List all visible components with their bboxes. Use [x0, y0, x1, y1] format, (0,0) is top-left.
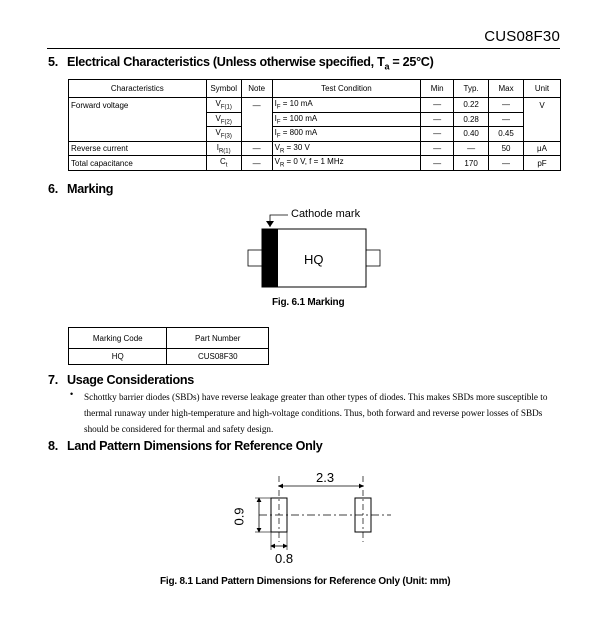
symbol-cell — [206, 127, 241, 142]
note-cell: — — [241, 98, 272, 113]
typ-cell: 0.40 — [454, 127, 489, 142]
land-pattern-diagram — [225, 466, 400, 566]
min-cell: — — [421, 127, 454, 142]
characteristic-cell: Forward voltage — [69, 98, 207, 113]
symbol-cell — [206, 98, 241, 113]
symbol-subscript: F(1) — [220, 104, 232, 111]
condition-text: V — [274, 157, 280, 167]
unit-cell: V — [524, 98, 561, 113]
note-cell — [241, 127, 272, 142]
height-dimension-label: 0.9 — [231, 507, 247, 526]
section-5-number: 5. — [48, 55, 58, 69]
section-6-number: 6. — [48, 182, 58, 196]
characteristic-cell: Total capacitance — [69, 156, 207, 171]
cathode-mark-label: Cathode mark — [291, 208, 361, 220]
column-header: Min — [421, 80, 454, 98]
condition-text: I — [274, 128, 277, 138]
condition-text: I — [274, 113, 277, 123]
condition-text: V — [274, 142, 280, 152]
section-8-heading — [48, 439, 322, 453]
symbol-text: I — [216, 142, 219, 152]
section-5-title-subscript: a — [384, 61, 390, 72]
column-header: Characteristics — [69, 80, 207, 98]
max-cell: — — [489, 98, 524, 113]
condition-cell — [272, 98, 421, 113]
package-marking-text: HQ — [304, 252, 324, 267]
condition-cell — [272, 156, 421, 171]
min-cell: — — [421, 112, 454, 127]
max-cell: — — [489, 112, 524, 127]
symbol-subscript: t — [225, 162, 228, 169]
unit-cell: pF — [524, 156, 561, 171]
typ-cell: 0.28 — [454, 112, 489, 127]
symbol-cell — [206, 141, 241, 156]
condition-value: = 100 mA — [280, 113, 318, 123]
symbol-subscript: R(1) — [218, 148, 231, 155]
min-cell: — — [421, 98, 454, 113]
marking-code-cell: HQ — [69, 349, 167, 365]
table-row — [69, 156, 561, 171]
condition-value: = 800 mA — [280, 128, 318, 138]
section-6-heading — [48, 182, 113, 196]
note-cell: — — [241, 156, 272, 171]
condition-subscript: F — [276, 104, 281, 111]
symbol-cell — [206, 112, 241, 127]
section-5-title-tail: = 25°C) — [389, 55, 434, 69]
section-5-heading — [48, 55, 434, 72]
table-header-row — [69, 80, 561, 98]
section-8-number: 8. — [48, 439, 58, 453]
symbol-text: C — [219, 157, 226, 167]
column-header: Symbol — [206, 80, 241, 98]
part-number-cell: CUS08F30 — [167, 349, 269, 365]
symbol-text: V — [215, 99, 221, 108]
characteristic-cell — [69, 127, 207, 142]
unit-cell: μA — [524, 141, 561, 156]
condition-cell — [272, 112, 421, 127]
condition-cell — [272, 127, 421, 142]
section-7-heading — [48, 373, 194, 387]
characteristic-cell — [69, 112, 207, 127]
condition-value: = 10 mA — [280, 99, 313, 108]
column-header: Part Number — [167, 328, 269, 349]
table-row — [69, 141, 561, 156]
column-header: Note — [241, 80, 272, 98]
condition-text: I — [274, 99, 277, 108]
fig-6-1-caption: Fig. 6.1 Marking — [272, 297, 345, 308]
column-header: Typ. — [454, 80, 489, 98]
condition-subscript: F — [276, 133, 281, 140]
typ-cell: 170 — [454, 156, 489, 171]
document-id: CUS08F30 — [484, 28, 560, 45]
right-lead — [366, 250, 380, 266]
fig-8-1-caption: Fig. 8.1 Land Pattern Dimensions for Reference Only (Unit: mm) — [160, 576, 451, 587]
cathode-arrow-icon — [266, 221, 274, 227]
column-header: Test Condition — [272, 80, 421, 98]
max-cell: — — [489, 156, 524, 171]
pitch-dimension-label: 2.3 — [316, 470, 335, 485]
min-cell: — — [421, 141, 454, 156]
table-row — [69, 349, 269, 365]
symbol-subscript: F(2) — [220, 119, 232, 126]
note-cell — [241, 112, 272, 127]
symbol-text: V — [215, 128, 221, 138]
table-row — [69, 127, 561, 142]
electrical-characteristics-table — [68, 79, 561, 171]
section-5-title: Electrical Characteristics (Unless otherwise specified, T — [67, 55, 385, 69]
unit-cell — [524, 112, 561, 127]
condition-cell — [272, 141, 421, 156]
column-header: Marking Code — [69, 328, 167, 349]
condition-subscript: R — [279, 148, 285, 155]
width-dimension-label: 0.8 — [275, 551, 294, 566]
left-lead — [248, 250, 262, 266]
column-header: Max — [489, 80, 524, 98]
cathode-band — [262, 229, 278, 287]
table-row — [69, 112, 561, 127]
typ-cell: — — [454, 141, 489, 156]
section-7-number: 7. — [48, 373, 58, 387]
symbol-cell — [206, 156, 241, 171]
marking-table — [68, 327, 269, 365]
section-6-title: Marking — [67, 182, 114, 196]
note-cell: — — [241, 141, 272, 156]
section-8-title: Land Pattern Dimensions for Reference Only — [67, 439, 323, 453]
max-cell: 50 — [489, 141, 524, 156]
symbol-text: V — [215, 113, 221, 123]
condition-value: = 30 V — [284, 142, 310, 152]
column-header: Unit — [524, 80, 561, 98]
typ-cell: 0.22 — [454, 98, 489, 113]
table-header-row — [69, 328, 269, 349]
header-rule — [47, 48, 560, 49]
section-7-title: Usage Considerations — [67, 373, 194, 387]
characteristic-cell: Reverse current — [69, 141, 207, 156]
table-row — [69, 98, 561, 113]
bullet-marker: • — [70, 389, 74, 399]
symbol-subscript: F(3) — [220, 133, 232, 140]
unit-cell — [524, 127, 561, 142]
usage-considerations-text: Schottky barrier diodes (SBDs) have reverse leakage greater than other types of diodes. This makes SBDs more susceptible to thermal runaway under high-temperature and high-voltage conditions. Thus, both forward and reverse power losses of SBDs should be considered for thermal and safety design. — [84, 392, 548, 434]
condition-subscript: R — [279, 162, 285, 169]
condition-value: = 0 V, f = 1 MHz — [284, 157, 344, 167]
max-cell: 0.45 — [489, 127, 524, 142]
min-cell: — — [421, 156, 454, 171]
condition-subscript: F — [276, 119, 281, 126]
